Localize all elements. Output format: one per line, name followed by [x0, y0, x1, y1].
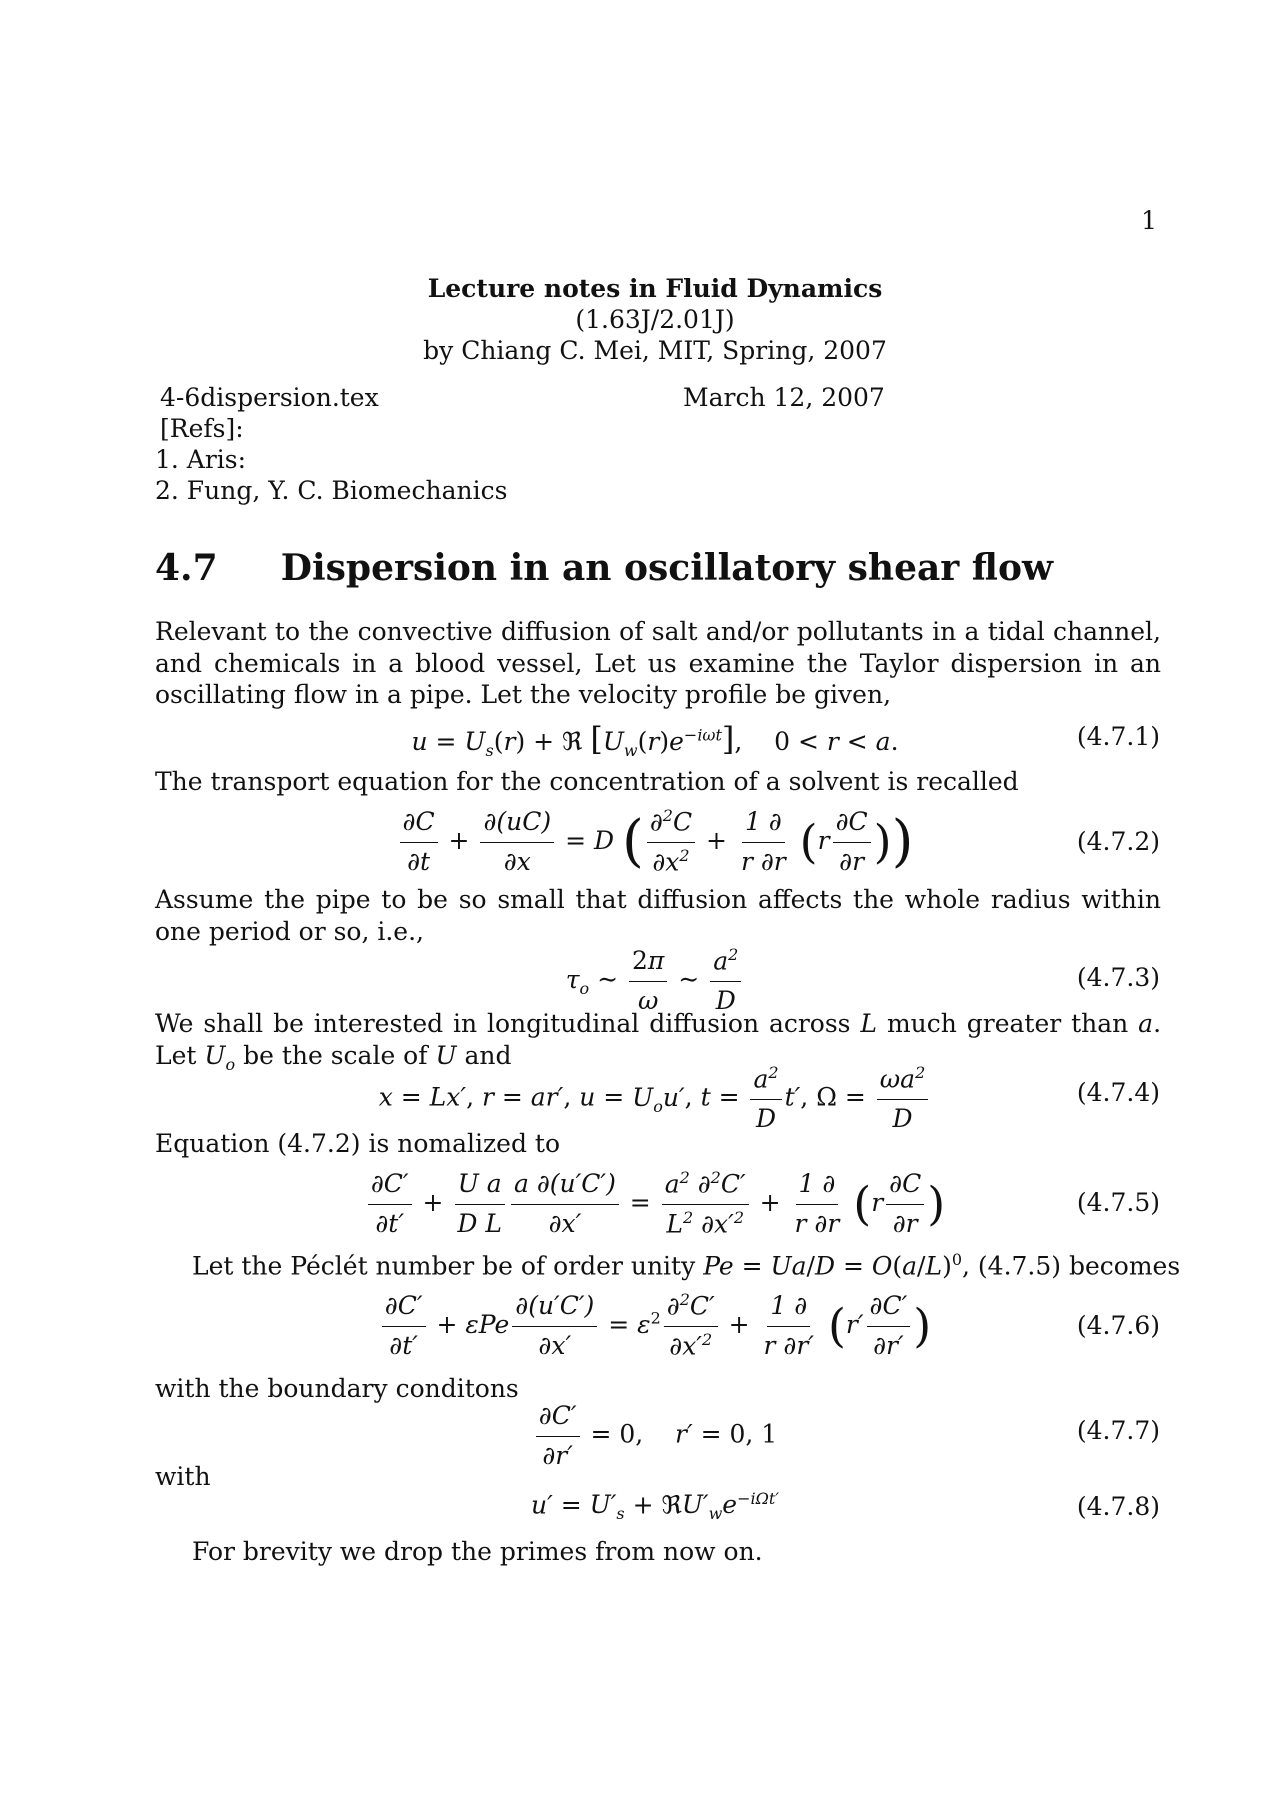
equation-number: (4.7.8): [1076, 1492, 1160, 1521]
equation-4-7-8: $u' = U'_s$ + $ℜU'_we^{-i\Omega t'}$: [531, 1489, 779, 1524]
ref-item: 2. Fung, Y. C. Biomechanics: [155, 476, 508, 505]
text-run: We shall be interested in longitudinal diffusion across: [155, 1009, 851, 1038]
equation-4-7-2: $\frac{\partial C}{\partial t}$ + $\frac{\partial(uC)}{\partial x}$ = D ( $\frac{\partial^2C}{\partial x^2}$ + $\frac{1 \partial}{r \partial r}$ (r $\frac{\partial C}{\partial r}$ )): [155, 806, 1155, 879]
page-number: 1: [1141, 206, 1157, 235]
ref-item: 1. Aris:: [155, 445, 247, 474]
paragraph: with: [155, 1462, 211, 1491]
author-line: by Chiang C. Mei, MIT, Spring, 2007: [423, 336, 887, 365]
equation-number: (4.7.6): [1076, 1311, 1160, 1340]
section-number: 4.7: [155, 547, 218, 589]
equation-4-7-3: $\tau_o$ ∼ $\frac{2\pi}{\omega}$ ∼ $\frac{a^2}{D}$: [155, 945, 1155, 1017]
paragraph: Equation (4.7.2) is nomalized to: [155, 1129, 561, 1158]
paragraph: Relevant to the convective diffusion of salt and/or pollutants in a tidal channel, and chemicals in a blood vessel, Let us examine the Taylor dispersion in an oscillating flow in a pipe. Let the velocity profile be given,: [155, 617, 1161, 709]
equation-4-7-6: $\frac{\partial C'}{\partial t'}$ + εPe $\frac{\partial(u'C')}{\partial x'}$ = $\varepsilon^2$ $\frac{\partial^2C'}{\partial x'^2}$ + $\frac{1 \partial}{r \partial r'}$ (r′ $\frac{\partial C'}{\partial r'}$ ): [155, 1290, 1155, 1363]
paragraph: with the boundary conditons: [155, 1374, 519, 1403]
section-heading: [155, 547, 1053, 589]
equation-number: (4.7.3): [1076, 963, 1160, 992]
refs-label: [Refs]:: [160, 414, 244, 443]
equation-number: (4.7.5): [1076, 1188, 1160, 1217]
equation-4-7-4: x = Lx′, r = ar′, $u = U_ou'$, t = $\frac{a^2}{D}$ t′, Ω = $\frac{\omega a^2}{D}$: [155, 1063, 1155, 1135]
text-run: be the scale of: [243, 1040, 428, 1070]
equation-4-7-5: $\frac{\partial C'}{\partial t'}$ + $\frac{\text{U a}}{\text{D L}}$ $\frac{a \partial(u'C')}{\partial x'}$ = $\frac{a^2 \partial^2C'}{L^2 \partial x'^2}$ + $\frac{1 \partial}{r \partial r}$ (r $\frac{\partial C}{\partial r}$ ): [155, 1168, 1155, 1241]
text-run: , (4.7.5) becomes: [962, 1251, 1181, 1281]
equation-4-7-1: $u = U_s(r)$ + ℜ $[U_w(r)e^{-i\omega t}]$, 0 < r < a.: [411, 720, 899, 760]
equation-4-7-7: $\frac{\partial C'}{\partial r'}$ = 0, r′ = 0, 1: [155, 1400, 1155, 1472]
equation-number: (4.7.2): [1076, 827, 1160, 856]
paragraph: We shall be interested in longitudinal diffusion across L much greater than a. Let $U_o$ be the scale of U and: [155, 1009, 1162, 1074]
equation-number: (4.7.1): [1076, 722, 1160, 751]
equation-number: (4.7.7): [1076, 1416, 1160, 1445]
date: March 12, 2007: [683, 383, 885, 412]
equation-number: (4.7.4): [1076, 1078, 1160, 1107]
paragraph: For brevity we drop the primes from now on.: [192, 1537, 763, 1566]
filename: 4-6dispersion.tex: [160, 383, 379, 412]
section-title: Dispersion in an oscillatory shear flow: [280, 547, 1053, 589]
doc-title: Lecture notes in Fluid Dynamics: [427, 274, 883, 303]
paragraph: Let the Péclét number be of order unity $Pe = Ua/D = O(a/L)^0$, (4.7.5) becomes: [192, 1250, 1181, 1281]
paragraph: The transport equation for the concentration of a solvent is recalled: [155, 767, 1019, 796]
paragraph: Assume the pipe to be so small that diffusion affects the whole radius within one period or so, i.e.,: [155, 885, 1161, 946]
text-run: Let the Péclét number be of order unity: [192, 1251, 696, 1281]
text-run: and: [464, 1040, 512, 1070]
text-run: much greater than: [886, 1009, 1129, 1038]
course-number: (1.63J/2.01J): [575, 305, 735, 334]
text-run: . Let: [155, 1009, 1162, 1070]
